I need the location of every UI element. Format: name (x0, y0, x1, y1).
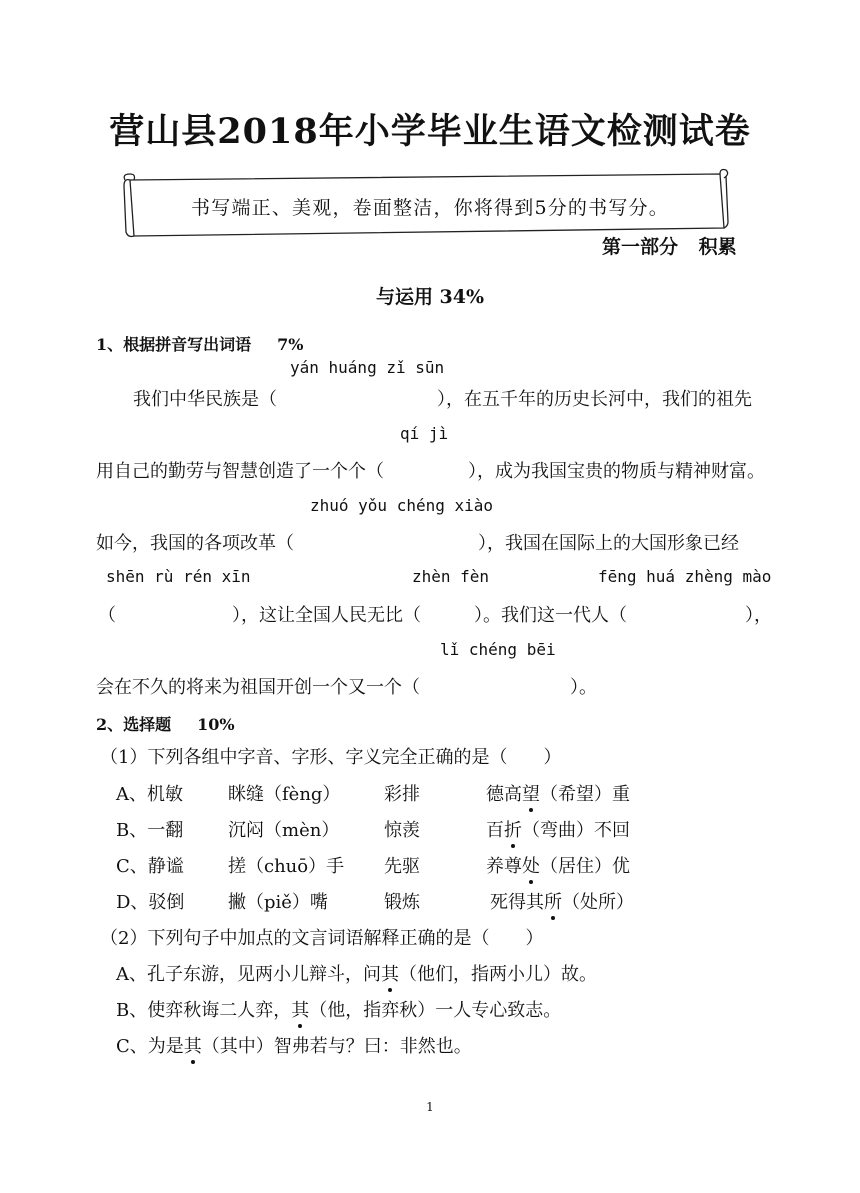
pinyin-hint: zhèn fèn (412, 567, 490, 586)
option-text: （他们，指两小儿）故。 (399, 964, 597, 985)
option-cell: 搓（chuō）手 (228, 856, 345, 877)
option-text: （他，指弈秋）一人专心致志。 (309, 1000, 562, 1021)
question-1-title: 1、根据拼音写出词语 (96, 335, 252, 354)
fill-text: ），我国在国际上的大国形象已经 (478, 533, 739, 554)
option-text: 百 (486, 820, 504, 841)
option-cell: B、一翻 (116, 820, 184, 841)
option-sentence (116, 996, 561, 1022)
fill-text: ），成为我国宝贵的物质与精神财富。 (468, 461, 765, 482)
fill-text: 如今，我国的各项改革（ (96, 533, 294, 554)
option-text: B、使弈秋诲二人弈， (116, 1000, 292, 1021)
option-text: C、为是 (116, 1036, 184, 1057)
option-sentence (116, 1032, 472, 1058)
emphasis-dotted-char: 其 (381, 964, 399, 985)
option-idiom (486, 816, 630, 842)
pinyin-hint: fēng huá zhèng mào (598, 567, 772, 586)
fill-text: ）， (745, 605, 772, 626)
option-idiom (486, 780, 630, 806)
pinyin-hint: zhuó yǒu chéng xiào (310, 496, 494, 515)
fill-text: （ (98, 605, 116, 626)
option-cell: 眯缝（fèng） (228, 784, 341, 805)
emphasis-dotted-char: 其 (291, 1000, 310, 1021)
option-cell: 沉闷（mèn） (228, 820, 340, 841)
question-1-points: 7% (277, 335, 304, 354)
option-idiom (486, 852, 630, 878)
option-idiom (490, 888, 634, 914)
fill-text: ）。我们这一代人（ (474, 605, 627, 626)
option-text: 德高 (486, 784, 522, 805)
option-cell: 先驱 (384, 856, 420, 877)
sub-question-2-stem: （2）下列句子中加点的文言词语解释正确的是（ ） (100, 928, 544, 949)
emphasis-dotted-char: 其 (183, 1036, 202, 1057)
writing-score-notice: 书写端正、美观，卷面整洁，你将得到5分的书写分。 (191, 197, 669, 219)
option-text: 养尊 (486, 856, 522, 877)
fill-text: 会在不久的将来为祖国开创一个又一个（ (96, 677, 420, 698)
option-cell: D、驳倒 (116, 892, 185, 913)
pinyin-hint: shēn rù rén xīn (106, 567, 251, 586)
option-sentence (116, 960, 597, 986)
option-text: （希望）重 (540, 784, 630, 805)
option-text: （弯曲）不回 (522, 820, 630, 841)
pinyin-hint: lǐ chéng bēi (440, 640, 556, 659)
option-cell: 惊羡 (384, 820, 420, 841)
question-2-points: 10% (197, 715, 235, 734)
option-cell: 锻炼 (384, 892, 420, 913)
pinyin-hint: yán huáng zǐ sūn (290, 358, 445, 377)
option-cell: A、机敏 (116, 784, 183, 805)
question-1-label (96, 332, 303, 355)
option-text: （其中）智弗若与？曰：非然也。 (201, 1036, 472, 1057)
option-cell: 彩排 (384, 784, 420, 805)
option-text: 死得其 (490, 892, 544, 913)
fill-text: 我们中华民族是（ (133, 389, 277, 410)
section-heading-part1: 第一部分 积累 (602, 236, 737, 258)
page-number: 1 (426, 1100, 434, 1114)
emphasis-dotted-char: 所 (544, 892, 562, 913)
fill-text: ），这让全国人民无比（ (232, 605, 421, 626)
pinyin-hint: qí jì (400, 424, 449, 443)
option-text: （居住）优 (540, 856, 630, 877)
option-text: （处所） (562, 892, 634, 913)
fill-text: ）。 (570, 677, 597, 698)
question-2-label (96, 712, 235, 735)
fill-text: 用自己的勤劳与智慧创造了一个个（ (96, 461, 384, 482)
question-2-title: 2、选择题 (96, 715, 172, 734)
emphasis-dotted-char: 处 (522, 856, 540, 877)
sub-question-1-stem: （1）下列各组中字音、字形、字义完全正确的是（ ） (100, 747, 562, 768)
fill-text: ），在五千年的历史长河中，我们的祖先 (437, 389, 752, 410)
emphasis-dotted-char: 望 (522, 784, 540, 805)
option-cell: C、静谧 (116, 856, 184, 877)
option-cell: 撇（piě）嘴 (228, 892, 328, 913)
emphasis-dotted-char: 折 (504, 820, 522, 841)
section-heading-part2: 与运用 34% (375, 286, 485, 308)
option-text: A、孔子东游，见两小儿辩斗，问 (116, 964, 381, 985)
exam-title: 营山县2018年小学毕业生语文检测试卷 (109, 111, 751, 152)
